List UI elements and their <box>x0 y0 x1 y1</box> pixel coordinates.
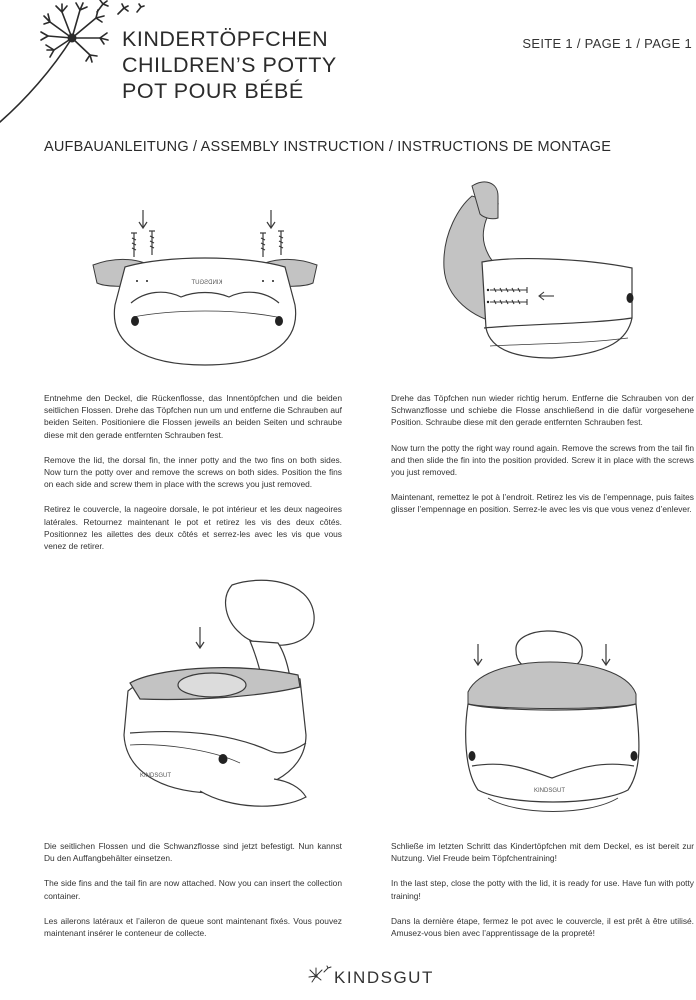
step-4-de: Schließe im letzten Schritt das Kindertöpfchen mit dem Deckel, es ist bereit zur Nutzung. Viel Freude beim Töpfchentraining! <box>391 841 694 864</box>
footer-logo <box>306 966 434 988</box>
step-1-de: Entnehme den Deckel, die Rückenflosse, das Innentöpfchen und die beiden seitlichen Flossen. Drehe das Töpfchen nun um und entferne die Schrauben auf beiden Seiten. Positioniere die Flossen jeweils an beiden Seiten und schraube diese mit den gerade entfernten Schrauben fest. <box>44 393 342 440</box>
step-2-de: Drehe das Töpfchen nun wieder richtig herum. Entferne die Schrauben von der Schwanzflosse und schiebe die Flosse anschließend in die dafür vorgesehene Position. Schraube diese mit den gerade entfernten Schrauben fest. <box>391 393 694 428</box>
step-4-text <box>391 840 694 952</box>
step-3-fr: Les ailerons latéraux et l’aileron de queue sont maintenant fixés. Vous pouvez maintenant insérer le conteneur de collecte. <box>44 915 342 939</box>
page-info: SEITE 1 / PAGE 1 / PAGE 1 <box>522 36 692 51</box>
illustration-step-3 <box>110 575 340 815</box>
mirrored-logo: KINDSGUT <box>191 280 223 286</box>
step-4-en: In the last step, close the potty with the lid, it is ready for use. Have fun with potty training! <box>391 878 694 901</box>
illustration-step-4 <box>458 620 658 820</box>
step-1-fr: Retirez le couvercle, la nageoire dorsale, le pot intérieur et les deux nageoires latérales. Retournez maintenant le pot et retirez les vis des deux côtés. Positionnez les ailettes des deux côtés et serrez-les avec les vis que vous venez de retirer. <box>44 504 342 552</box>
dandelion-logo-icon <box>0 0 140 130</box>
step-4-fr: Dans la dernière étape, fermez le pot avec le couvercle, il est prêt à être utilisé. Amusez-vous bien avec l’apprentissage de la propreté! <box>391 915 694 939</box>
step-3-text <box>44 840 342 952</box>
step-1-text <box>44 392 342 565</box>
potty-logo-small-2: KINDSGUT <box>534 788 566 794</box>
section-heading: AUFBAUANLEITUNG / ASSEMBLY INSTRUCTION / INSTRUCTIONS DE MONTAGE <box>44 139 612 155</box>
title-en: CHILDREN’S POTTY <box>122 53 337 77</box>
footer-brand: KINDSGUT <box>334 968 434 987</box>
title-de: KINDERTÖPFCHEN <box>122 27 329 51</box>
potty-logo-small: KINDSGUT <box>140 773 172 779</box>
dandelion-small-icon <box>306 966 332 988</box>
step-3-en: The side fins and the tail fin are now attached. Now you can insert the collection container. <box>44 878 342 901</box>
step-2-text <box>391 392 694 529</box>
step-2-fr: Maintenant, remettez le pot à l’endroit. Retirez les vis de l’empennage, puis faites glisser l’empennage en position. Serrez-le avec les vis que vous venez d’enlever. <box>391 492 694 515</box>
illustration-step-2 <box>432 178 647 373</box>
step-1-en: Remove the lid, the dorsal fin, the inner potty and the two fins on both sides. Now turn the potty over and remove the screws on both sides. Position the fins on each side and screw them in place with the screws you just removed. <box>44 454 342 490</box>
step-3-de: Die seitlichen Flossen und die Schwanzflosse sind jetzt befestigt. Nun kannst Du den Auffangbehälter einsetzen. <box>44 841 342 864</box>
illustration-step-1 <box>85 205 325 375</box>
title-fr: POT POUR BÉBÉ <box>122 79 304 103</box>
title-block <box>122 26 337 104</box>
step-2-en: Now turn the potty the right way round again. Remove the screws from the tail fin and then slide the fin into the position provided. Screw it in place with the screws you just removed. <box>391 442 694 478</box>
